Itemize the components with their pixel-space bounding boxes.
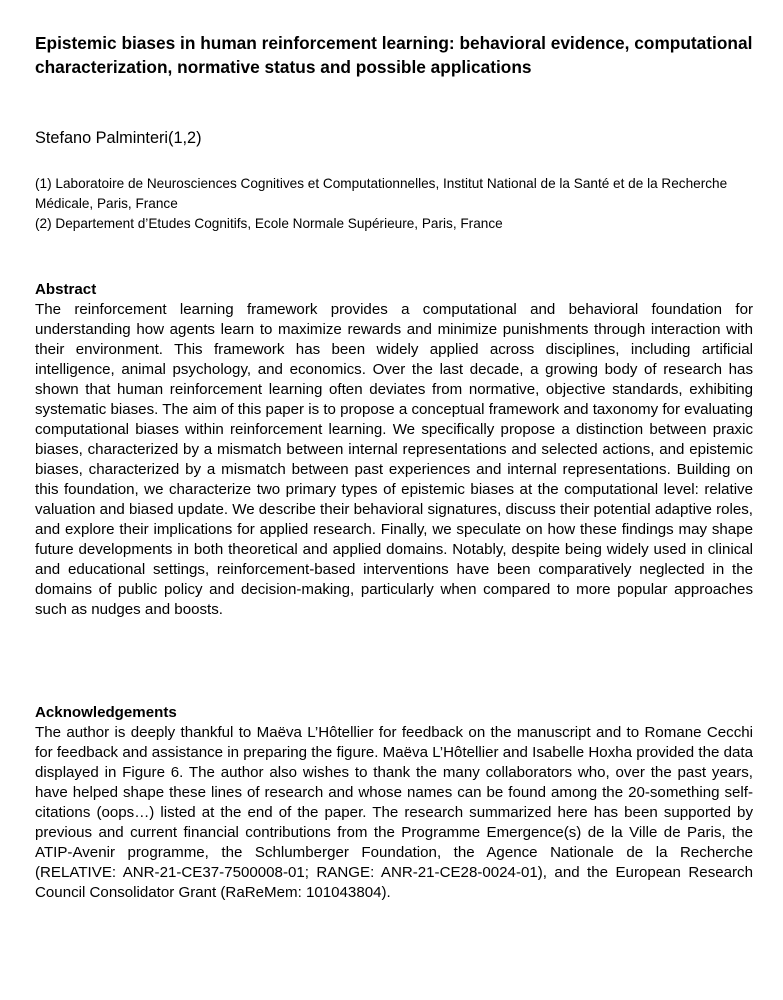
acknowledgements-text: The author is deeply thankful to Maëva L’Hôtellier for feedback on the manuscript and to Romane Cecchi for feedback and assistance in preparing the figure. Maëva L’Hôtellier and Isabelle Hoxha provided the data displayed in Figure 6. The author also wishes to thank the many collaborators who, over the past years, have helped shape these lines of research and whose names can be found among the 20-something self-citations (oops…) listed at the end of the paper. The research summarized here has been supported by previous and current financial contributions from the Programme Emergence(s) de la Ville de Paris, the ATIP-Avenir programme, the Schlumberger Foundation, the Agence Nationale de la Recherche (RELATIVE: ANR-21-CE37-7500008-01; RANGE: ANR-21-CE28-0024-01), and the European Research Council Consolidator Grant (RaReMem: 101043804).	[35, 724, 753, 901]
affiliation-2: (2) Departement d’Etudes Cognitifs, Ecole Normale Supérieure, Paris, France	[35, 216, 503, 231]
author-line: Stefano Palminteri(1,2)	[35, 129, 202, 147]
acknowledgements-heading: Acknowledgements	[35, 704, 177, 721]
abstract-text: The reinforcement learning framework provides a computational and behavioral foundation for understanding how agents learn to maximize rewards and minimize punishments through interaction with their environment. This framework has been widely applied across disciplines, including artificial intelligence, animal psychology, and economics. Over the last decade, a growing body of research has shown that human reinforcement learning often deviates from normative, objective standards, exhibiting systematic biases. The aim of this paper is to propose a conceptual framework and taxonomy for evaluating computational biases within reinforcement learning. We specifically propose a distinction between praxic biases, characterized by a mismatch between internal representations and selected actions, and epistemic biases, characterized by a mismatch between past experiences and internal representations. Building on this foundation, we characterize two primary types of epistemic biases at the computational level: relative valuation and biased update. We describe their behavioral signatures, discuss their potential adaptive roles, and explore their implications for applied research. Finally, we speculate on how these findings may shape future developments in both theoretical and applied domains. Notably, despite being widely used in clinical and educational settings, reinforcement-based interventions have been comparatively neglected in the domains of public policy and decision-making, particularly when compared to more popular approaches such as nudges and boosts.	[35, 301, 753, 618]
affiliations	[35, 174, 755, 234]
affiliation-1: (1) Laboratoire de Neurosciences Cognitives et Computationnelles, Institut National de la Santé et de la Recherche Médicale, Paris, France	[35, 176, 728, 211]
paper-title: Epistemic biases in human reinforcement learning: behavioral evidence, computational characterization, normative status and possible applications	[35, 33, 753, 77]
abstract-heading: Abstract	[35, 281, 97, 298]
